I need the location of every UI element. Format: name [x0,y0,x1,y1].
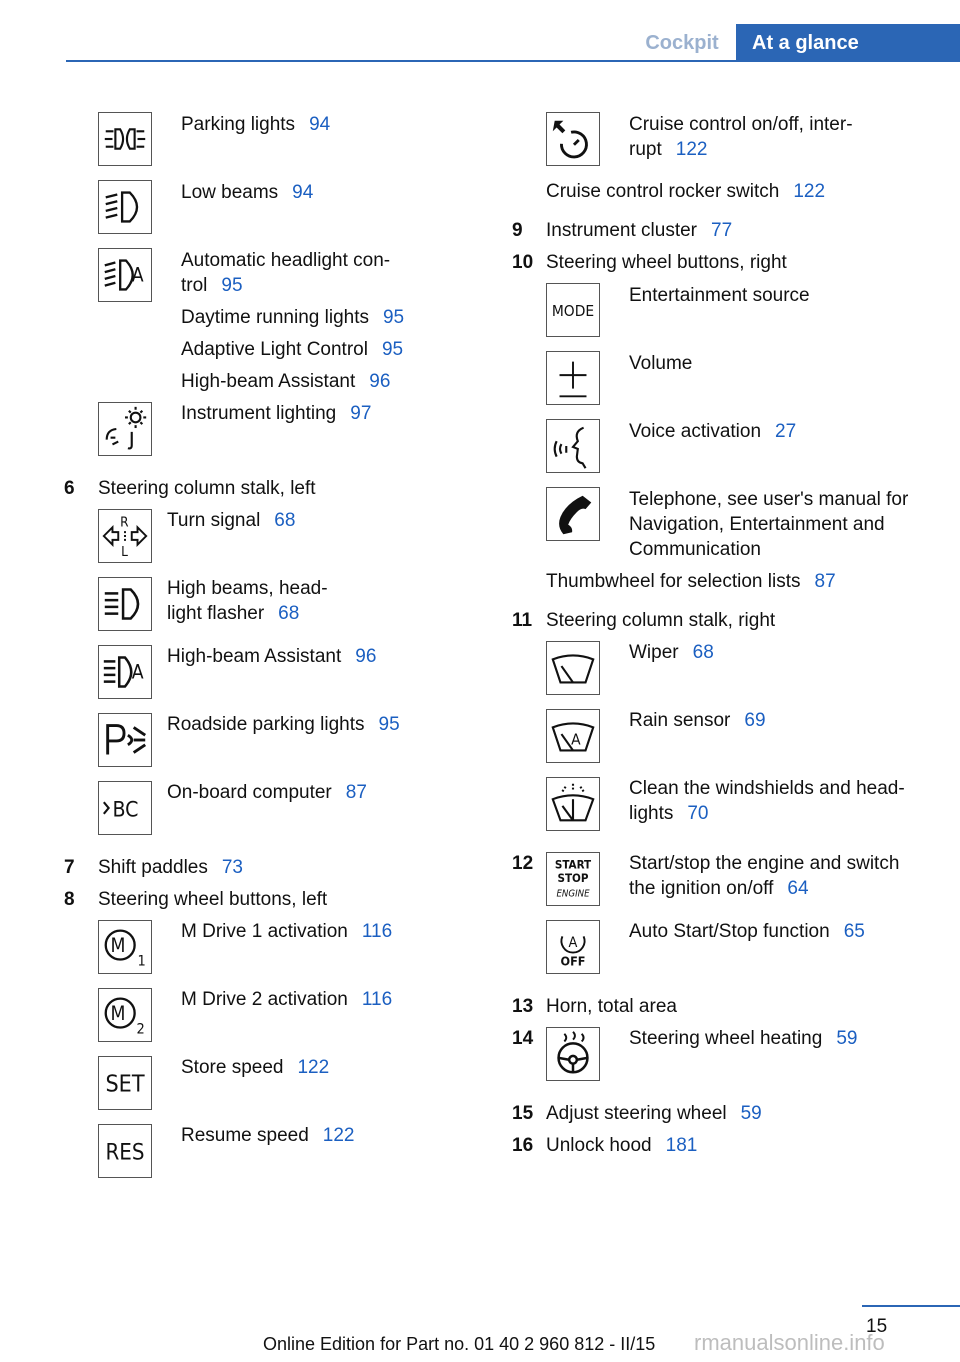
page-ref-link[interactable]: 116 [361,989,393,1010]
item-number: 11 [512,610,533,631]
stop-glyph: STOP [557,870,589,885]
m-drive-1-icon [98,920,152,974]
m1-sub-glyph: 1 [137,953,146,970]
label-line-2: Navigation, Entertainment and [629,514,885,535]
item-number: 16 [512,1135,534,1156]
label: Wiper [629,642,679,663]
auto-a-glyph: A [131,263,144,287]
label: Auto Start/Stop function [629,921,830,942]
washer-icon [546,777,600,831]
label: Low beams [181,182,279,203]
start-stop-icon [546,852,600,906]
turn-signal-icon [98,509,152,563]
turn-signal-entry [167,508,295,533]
label: M Drive 2 activation [181,989,348,1010]
page-ref-link[interactable]: 64 [787,878,809,899]
m-drive-2-icon [98,988,152,1042]
page-ref-link[interactable]: 122 [675,139,708,160]
auto-a-glyph: A [131,660,144,684]
page-ref-link[interactable]: 77 [711,220,733,241]
label: Roadside parking lights [167,714,365,735]
label-line-2: trol [181,275,208,296]
auto-headlight-entry [181,248,390,298]
page-ref-link[interactable]: 96 [369,371,391,392]
m-drive-2-entry [181,987,392,1012]
high-beam-assistant-entry [181,369,390,394]
footer-rule [862,1305,960,1307]
voice-activation-entry [629,419,796,444]
section-heading: Steering wheel buttons, left [98,889,328,910]
label: Parking lights [181,114,296,135]
label: M Drive 1 activation [181,921,348,942]
off-glyph: OFF [560,953,586,969]
high-beams-entry [167,576,328,626]
telephone-entry [629,487,908,562]
telephone-icon [546,487,600,541]
rain-sensor-icon [546,709,600,763]
label-line-1: Start/stop the engine and switch [629,853,900,874]
m-glyph: M [110,1001,126,1025]
label: Steering wheel heating [629,1028,823,1049]
section-heading: Steering column stalk, left [98,478,316,499]
label: Turn signal [167,510,261,531]
m2-sub-glyph: 2 [136,1021,145,1038]
page-ref-link[interactable]: 69 [744,710,766,731]
page-ref-link[interactable]: 27 [775,421,797,442]
roadside-parking-entry [167,712,400,737]
label-line-2: the ignition on/off [629,878,774,899]
m-drive-1-entry [181,919,392,944]
clean-windshields-entry [629,776,905,826]
label-line-1: Cruise control on/off, inter- [629,114,853,135]
bc-glyph: BC [112,796,139,822]
page-ref-link[interactable]: 95 [378,714,400,735]
item-number: 10 [512,252,534,273]
m-glyph: M [110,933,126,957]
page-ref-link[interactable]: 94 [292,182,314,203]
label: Resume speed [181,1125,309,1146]
onboard-computer-entry [167,780,367,805]
label-line-1: High beams, head- [167,578,328,599]
horn-label: Horn, total area [546,996,677,1017]
label: Instrument cluster [546,220,697,241]
label: Unlock hood [546,1135,652,1156]
high-beams-icon [98,577,152,631]
set-glyph: SET [105,1071,145,1098]
start-glyph: START [554,857,592,872]
shift-paddles-entry [98,855,243,880]
page-ref-link[interactable]: 95 [381,339,404,360]
page-ref-link[interactable]: 68 [692,642,714,663]
label: Store speed [181,1057,284,1078]
page-ref-link[interactable]: 59 [740,1103,762,1124]
low-beams-entry [181,180,313,205]
label-line-1: Clean the windshields and head- [629,778,905,799]
section-heading: Steering column stalk, right [546,610,776,631]
instrument-lighting-entry [181,401,371,426]
item-number: 7 [64,857,75,878]
res-glyph: RES [105,1139,145,1166]
tab-at-a-glance[interactable]: At a glance [736,24,960,62]
watermark: rmanualsonline.info [694,1330,885,1355]
start-stop-entry [629,851,899,901]
page-ref-link[interactable]: 65 [843,921,865,942]
instrument-lighting-icon [98,402,152,456]
edition-text: Online Edition for Part no. 01 40 2 960 812 - II/15 [263,1334,656,1354]
volume-label: Volume [629,353,693,374]
label-line-3: Communication [629,539,761,560]
header-rule [66,60,960,62]
page-ref-link[interactable]: 116 [361,921,393,942]
label: Instrument lighting [181,403,337,424]
label: Rain sensor [629,710,731,731]
label: Shift paddles [98,857,208,878]
item-number: 15 [512,1103,534,1124]
unlock-hood-entry [546,1133,697,1158]
item-number: 9 [512,220,523,241]
page-ref-link[interactable]: 87 [345,782,367,803]
roadside-parking-icon [98,713,152,767]
auto-start-stop-entry [629,919,865,944]
resume-speed-entry [181,1123,355,1148]
thumbwheel-entry [546,569,836,594]
page-ref-link[interactable]: 122 [793,181,826,202]
page-ref-link[interactable]: 181 [665,1135,698,1156]
page-ref-link[interactable]: 68 [278,603,300,624]
instrument-cluster-entry [546,218,732,243]
mode-glyph: MODE [551,301,595,320]
volume-plus-icon [546,351,600,405]
set-icon [98,1056,152,1110]
page-number: 15 [866,1316,888,1337]
tab-cockpit[interactable]: Cockpit [645,32,719,54]
page-ref-link[interactable]: 97 [350,403,372,424]
page-ref-link[interactable]: 122 [297,1057,330,1078]
wiper-icon [546,641,600,695]
label-line-1: Telephone, see user's manual for [629,489,909,510]
label-line-2: rupt [629,139,662,160]
page-ref-link[interactable]: 59 [836,1028,858,1049]
label: Voice activation [629,421,762,442]
item-number: 6 [64,478,75,499]
label-line-1: Automatic headlight con- [181,250,391,271]
parking-lights-icon [98,112,152,166]
label-line-2: light flasher [167,603,265,624]
page-header [0,0,960,62]
low-beams-icon [98,180,152,234]
label-line-2: lights [629,803,674,824]
label: Adaptive Light Control [181,339,368,360]
onboard-computer-icon [98,781,152,835]
steering-wheel-heating-icon [546,1027,600,1081]
page-ref-link[interactable]: 94 [309,114,331,135]
cruise-control-icon [546,112,600,166]
label: Cruise control rocker switch [546,181,780,202]
turn-r-glyph: R [120,514,129,531]
adjust-wheel-entry [546,1101,762,1126]
label: Adjust steering wheel [546,1103,727,1124]
mode-icon [546,283,600,337]
engine-glyph: ENGINE [556,888,590,900]
cruise-rocker-entry [546,179,825,204]
cruise-onoff-entry [629,112,853,162]
label: On-board computer [167,782,332,803]
page-ref-link[interactable]: 70 [687,803,709,824]
parking-lights-entry [181,112,330,137]
entertainment-source-label: Entertainment source [629,285,810,306]
store-speed-entry [181,1055,329,1080]
auto-start-stop-icon [546,920,600,974]
page-ref-link[interactable]: 95 [221,275,243,296]
high-beam-assistant-stalk-entry [167,644,376,669]
auto-headlight-icon [98,248,152,302]
section-heading: Steering wheel buttons, right [546,252,787,273]
label: Thumbwheel for selection lists [546,571,801,592]
auto-a-glyph: A [568,935,578,951]
page-ref-link[interactable]: 73 [221,857,243,878]
wiper-entry [629,640,714,665]
item-number: 12 [512,853,534,874]
high-beam-assistant-icon [98,645,152,699]
item-number: 13 [512,996,534,1017]
adaptive-light-entry [181,337,403,362]
page-ref-link[interactable]: 122 [322,1125,355,1146]
label: Daytime running lights [181,307,369,328]
voice-activation-icon [546,419,600,473]
item-number: 8 [64,889,75,910]
page-ref-link[interactable]: 87 [814,571,836,592]
auto-a-glyph: A [571,730,581,749]
page-ref-link[interactable]: 68 [274,510,296,531]
label: High-beam Assistant [167,646,342,667]
daytime-running-entry [181,305,404,330]
page-ref-link[interactable]: 95 [382,307,405,328]
turn-l-glyph: L [121,544,128,561]
wheel-heating-entry [629,1026,857,1051]
label: High-beam Assistant [181,371,356,392]
rain-sensor-entry [629,708,766,733]
res-icon [98,1124,152,1178]
item-number: 14 [512,1028,534,1049]
page-ref-link[interactable]: 96 [355,646,377,667]
